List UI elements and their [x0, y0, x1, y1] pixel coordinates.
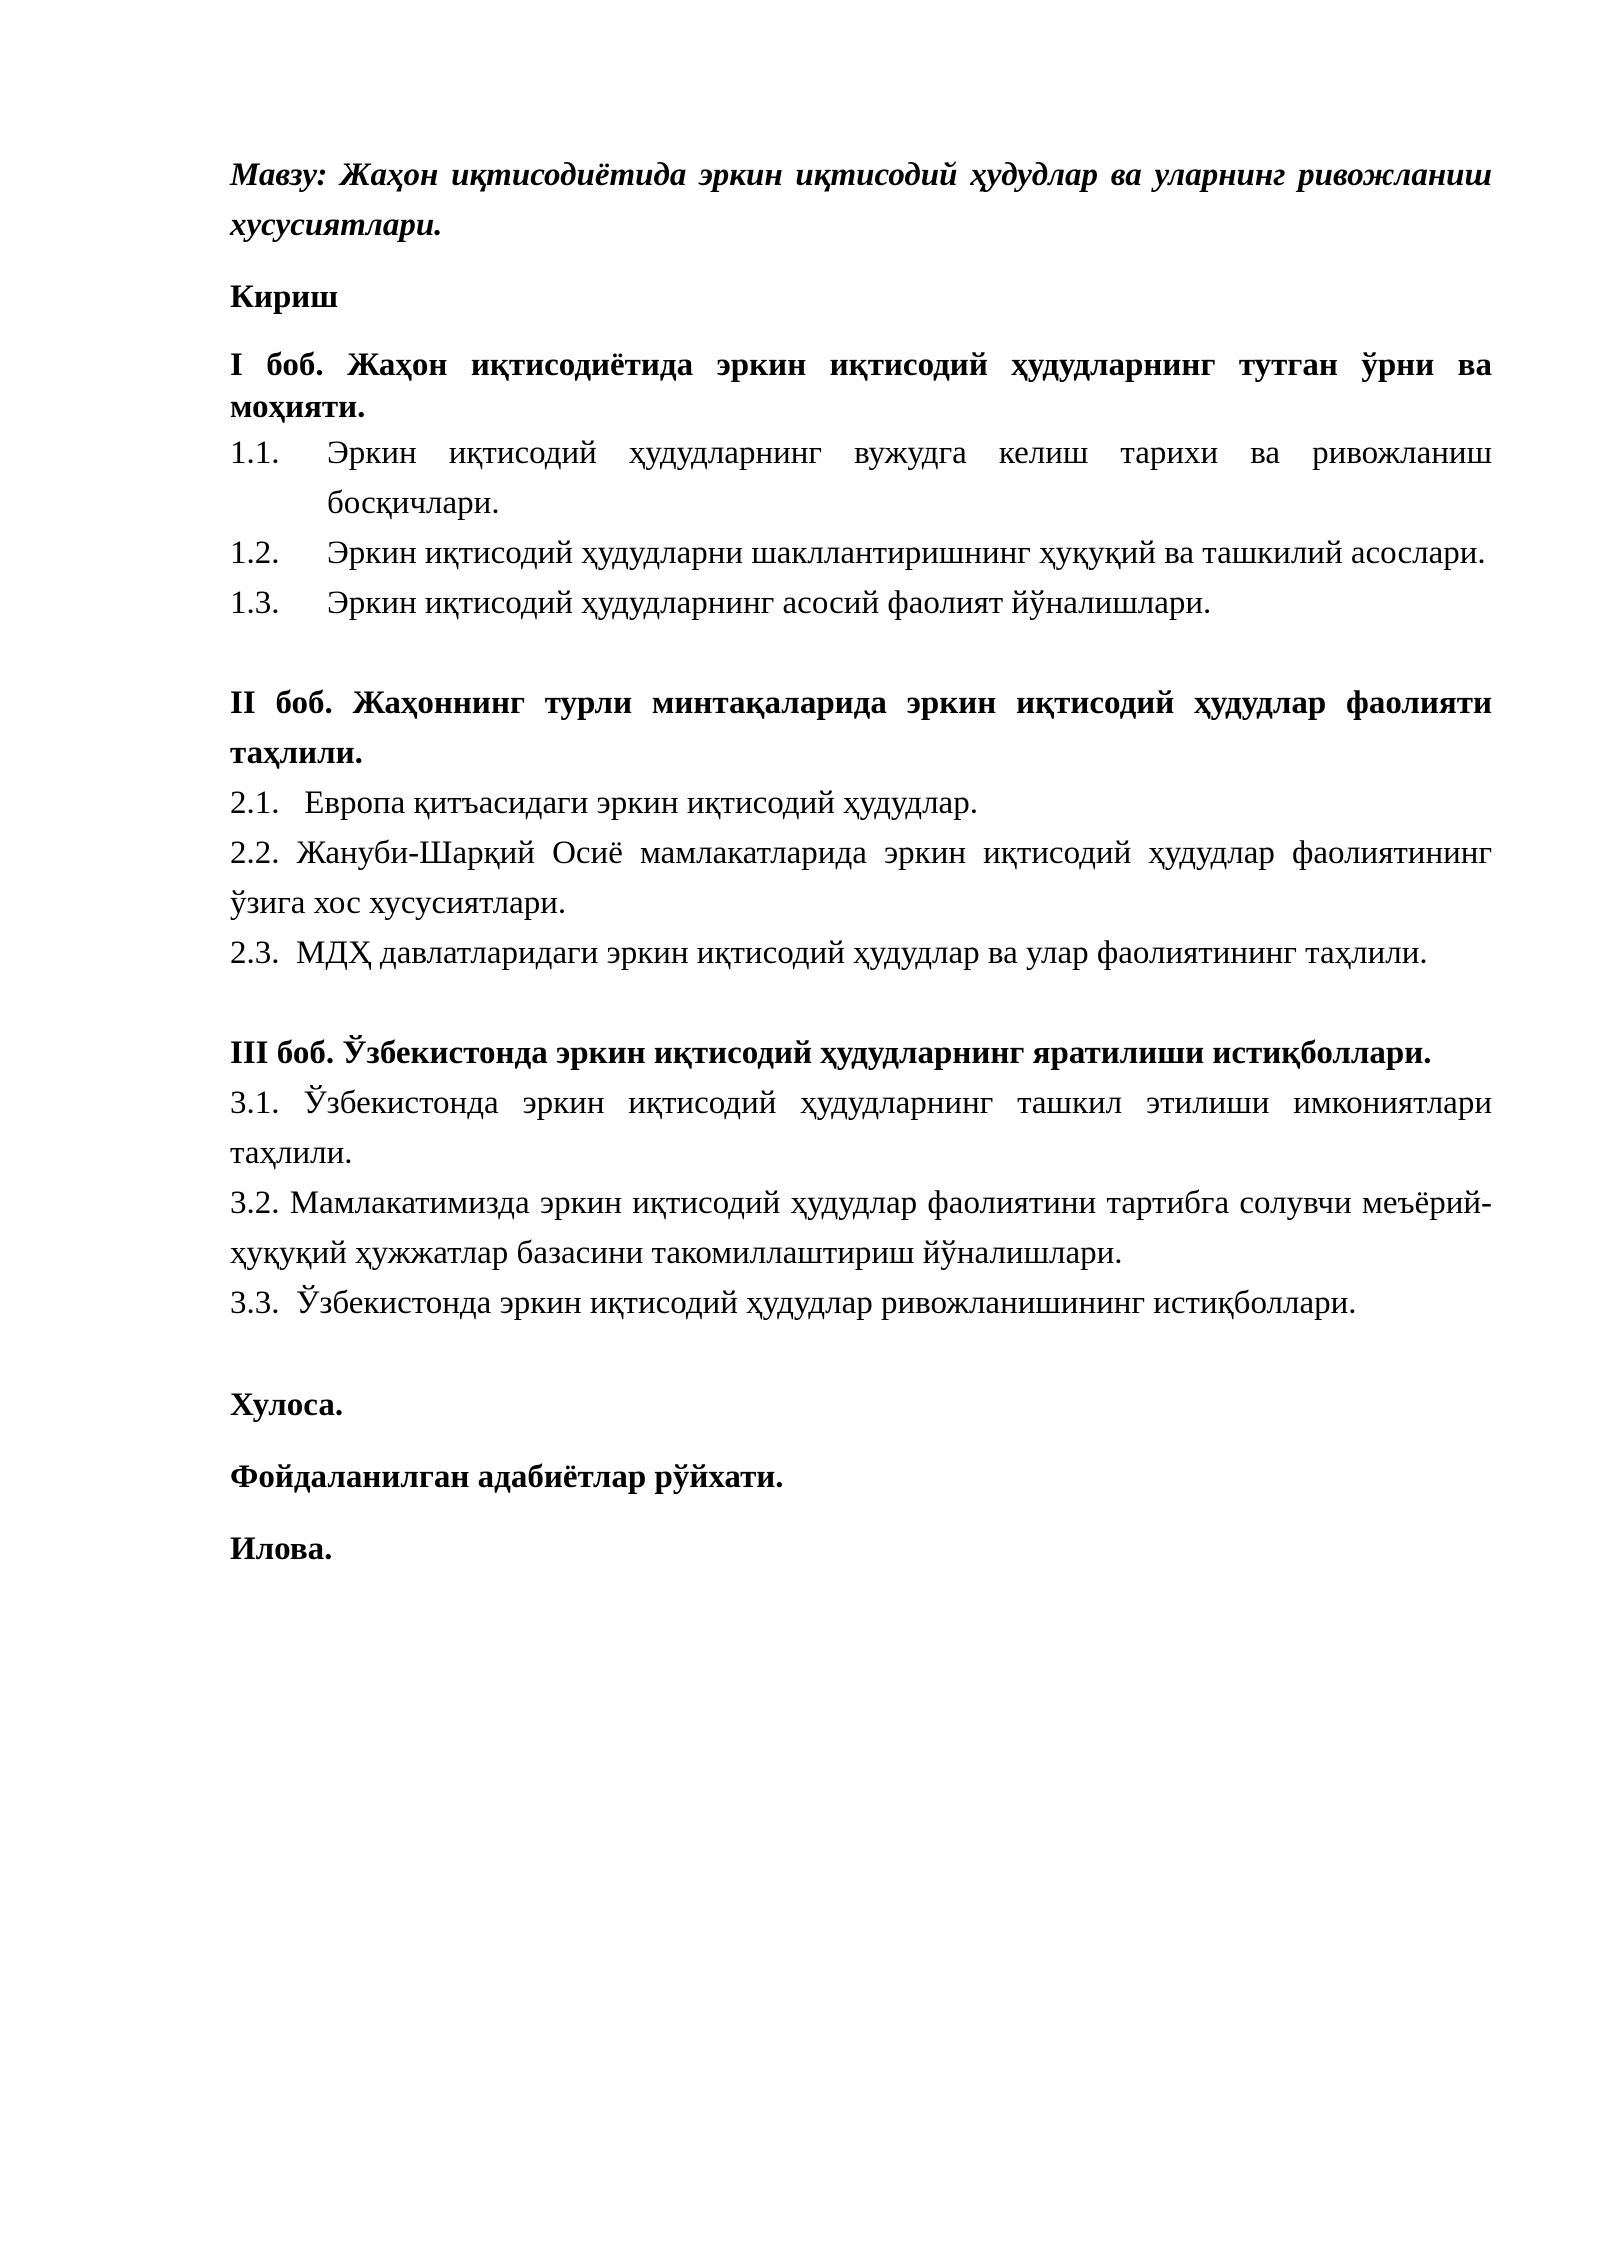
- conclusion-heading: Хулоса.: [230, 1387, 344, 1423]
- intro-heading: Кириш: [230, 279, 339, 315]
- list-item: [230, 428, 1492, 528]
- list-item: 2.2. Жануби-Шарқий Осиё мамлакатларида эркин иқтисодий ҳудудлар фаолиятининг ўзига хос хусусиятлари.: [230, 835, 1492, 921]
- item-text: Эркин иқтисодий ҳудудларнинг асосий фаолият йўналишлари.: [327, 585, 1212, 621]
- chapter3-heading: III боб. Ўзбекистонда эркин иқтисодий ҳудудларнинг яратилиши истиқболлари.: [230, 1035, 1432, 1071]
- list-item: 3.3. Ўзбекистонда эркин иқтисодий ҳудудлар ривожланишининг истиқболлари.: [230, 1285, 1357, 1321]
- item-number: 1.2.: [230, 535, 280, 571]
- list-item: 3.2. Мамлакатимизда эркин иқтисодий ҳудудлар фаолиятини тартибга солувчи меъёрий-ҳуқуқий ҳужжатлар базасини такомиллаштириш йўналишлари.: [230, 1185, 1492, 1271]
- list-item: 2.3. МДҲ давлатларидаги эркин иқтисодий ҳудудлар ва улар фаолиятининг таҳлили.: [230, 935, 1428, 971]
- list-item: [230, 528, 1492, 578]
- topic-title: Мавзу: Жаҳон иқтисодиётида эркин иқтисодий ҳудудлар ва уларнинг ривожланиш хусусиятлари.: [230, 157, 1492, 243]
- chapter1-heading: I боб. Жаҳон иқтисодиётида эркин иқтисодий ҳудудларнинг тутган ўрни ва моҳияти.: [230, 347, 1492, 425]
- list-item: 3.1. Ўзбекистонда эркин иқтисодий ҳудудларнинг ташкил этилиши имкониятлари таҳлили.: [230, 1085, 1492, 1171]
- list-item: 2.1. Европа қитъасидаги эркин иқтисодий ҳудудлар.: [230, 785, 978, 821]
- item-number: 1.1.: [230, 435, 280, 471]
- item-text: Эркин иқтисодий ҳудудларнинг вужудга келиш тарихи ва ривожланиш босқичлари.: [327, 435, 1492, 521]
- chapter2-heading: II боб. Жаҳоннинг турли минтақаларида эркин иқтисодий ҳудудлар фаолияти таҳлили.: [230, 685, 1492, 771]
- item-number: 1.3.: [230, 585, 280, 621]
- list-item: [230, 578, 1492, 628]
- references-heading: Фойдаланилган адабиётлар рўйхати.: [230, 1459, 784, 1495]
- item-text: Эркин иқтисодий ҳудудларни шакллантиришнинг ҳуқуқий ва ташкилий асослари.: [327, 535, 1486, 571]
- appendix-heading: Илова.: [230, 1531, 333, 1567]
- document-page: [230, 150, 1492, 1574]
